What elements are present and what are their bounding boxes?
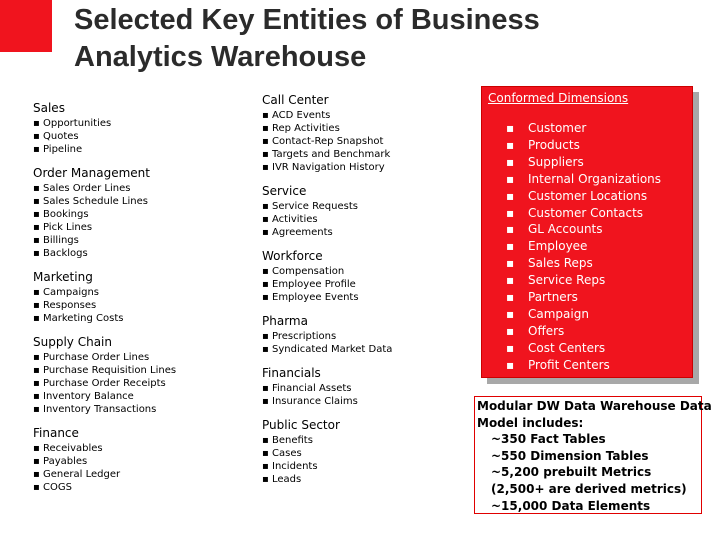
section-marketing — [33, 270, 248, 325]
section-pharma — [262, 314, 467, 356]
section-list — [262, 330, 467, 356]
section-heading: Order Management — [33, 166, 150, 180]
list-item: ▪ Leads — [262, 473, 467, 486]
section-order-management — [33, 166, 248, 260]
list-item: ▪ Rep Activities — [262, 122, 467, 135]
modular-item: ~5,200 prebuilt Metrics — [491, 465, 652, 480]
dimension-item: ▪ Offers — [506, 323, 661, 340]
dimension-item: ▪ Customer Locations — [506, 188, 661, 205]
list-item: ▪ Prescriptions — [262, 330, 467, 343]
section-list — [262, 382, 467, 408]
list-item: ▪ Insurance Claims — [262, 395, 467, 408]
list-item: ▪ Billings — [33, 234, 248, 247]
dimension-item: ▪ Customer — [506, 120, 661, 137]
dimension-item: ▪ Customer Contacts — [506, 205, 661, 222]
list-item: ▪ IVR Navigation History — [262, 161, 467, 174]
modular-item: ~15,000 Data Elements — [491, 498, 651, 513]
dimension-item: ▪ Employee — [506, 238, 661, 255]
list-item: ▪ Agreements — [262, 226, 467, 239]
entity-column-2 — [262, 93, 467, 496]
list-item: ▪ Cases — [262, 447, 467, 460]
page-title — [74, 2, 540, 76]
list-item: ▪ Inventory Transactions — [33, 403, 248, 416]
entity-column-1 — [33, 101, 248, 504]
conformed-dimensions-box — [481, 86, 693, 378]
section-heading: Financials — [262, 366, 321, 380]
dimension-item: ▪ Service Reps — [506, 272, 661, 289]
dimension-item: ▪ Partners — [506, 289, 661, 306]
list-item: ▪ Marketing Costs — [33, 312, 248, 325]
section-finance — [33, 426, 248, 494]
modular-item: ~350 Fact Tables — [491, 432, 606, 447]
section-supply-chain — [33, 335, 248, 416]
list-item: ▪ Purchase Order Lines — [33, 351, 248, 364]
list-item: ▪ Purchase Requisition Lines — [33, 364, 248, 377]
modular-line-1: Modular DW Data Warehouse Data — [477, 399, 712, 413]
section-list — [33, 286, 248, 325]
list-item: ▪ Campaigns — [33, 286, 248, 299]
section-heading: Service — [262, 184, 307, 198]
section-public-sector — [262, 418, 467, 486]
list-item: ▪ Quotes — [33, 130, 248, 143]
section-call-center — [262, 93, 467, 174]
conformed-dimensions-title: Conformed Dimensions — [488, 91, 629, 105]
modular-item: (2,500+ are derived metrics) — [491, 481, 687, 496]
modular-items — [477, 431, 701, 514]
list-item: ▪ Syndicated Market Data — [262, 343, 467, 356]
dimension-item: ▪ Internal Organizations — [506, 171, 661, 188]
dimension-item: ▪ Suppliers — [506, 154, 661, 171]
section-heading: Workforce — [262, 249, 323, 263]
list-item: ▪ Employee Events — [262, 291, 467, 304]
section-heading: Finance — [33, 426, 79, 440]
list-item: ▪ Employee Profile — [262, 278, 467, 291]
list-item: ▪ Purchase Order Receipts — [33, 377, 248, 390]
section-list — [262, 265, 467, 304]
section-list — [262, 200, 467, 239]
list-item: ▪ Service Requests — [262, 200, 467, 213]
list-item: ▪ Payables — [33, 455, 248, 468]
modular-dw-summary-box — [474, 396, 712, 514]
section-list — [33, 442, 248, 494]
dimension-item: ▪ Profit Centers — [506, 357, 661, 374]
section-heading: Public Sector — [262, 418, 340, 432]
section-list — [33, 117, 248, 156]
list-item: ▪ Bookings — [33, 208, 248, 221]
list-item: ▪ Activities — [262, 213, 467, 226]
section-list — [33, 351, 248, 416]
section-list — [262, 434, 467, 486]
section-sales — [33, 101, 248, 156]
modular-item: ~550 Dimension Tables — [491, 448, 649, 463]
section-workforce — [262, 249, 467, 304]
list-item: ▪ Opportunities — [33, 117, 248, 130]
title-line-1: Selected Key Entities of Business — [74, 4, 540, 36]
section-list — [33, 182, 248, 260]
section-list — [262, 109, 467, 174]
list-item: ▪ Incidents — [262, 460, 467, 473]
list-item: ▪ COGS — [33, 481, 248, 494]
dimension-item: ▪ GL Accounts — [506, 221, 661, 238]
list-item: ▪ Benefits — [262, 434, 467, 447]
section-service — [262, 184, 467, 239]
dimension-item: ▪ Cost Centers — [506, 340, 661, 357]
dimension-item: ▪ Campaign — [506, 306, 661, 323]
list-item: ▪ General Ledger — [33, 468, 248, 481]
red-accent-square — [0, 0, 52, 52]
list-item: ▪ Contact-Rep Snapshot — [262, 135, 467, 148]
list-item: ▪ Backlogs — [33, 247, 248, 260]
list-item: ▪ Pick Lines — [33, 221, 248, 234]
list-item: ▪ Inventory Balance — [33, 390, 248, 403]
section-heading: Supply Chain — [33, 335, 112, 349]
list-item: ▪ Receivables — [33, 442, 248, 455]
list-item: ▪ Sales Order Lines — [33, 182, 248, 195]
list-item: ▪ Compensation — [262, 265, 467, 278]
list-item: ▪ Targets and Benchmark — [262, 148, 467, 161]
dimension-item: ▪ Sales Reps — [506, 255, 661, 272]
list-item: ▪ ACD Events — [262, 109, 467, 122]
conformed-dimensions-list — [506, 120, 661, 374]
section-financials — [262, 366, 467, 408]
list-item: ▪ Pipeline — [33, 143, 248, 156]
section-heading: Pharma — [262, 314, 308, 328]
list-item: ▪ Financial Assets — [262, 382, 467, 395]
section-heading: Sales — [33, 101, 65, 115]
title-line-2: Analytics Warehouse — [74, 41, 367, 73]
list-item: ▪ Responses — [33, 299, 248, 312]
modular-line-2: Model includes: — [477, 415, 584, 430]
section-heading: Call Center — [262, 93, 329, 107]
section-heading: Marketing — [33, 270, 93, 284]
dimension-item: ▪ Products — [506, 137, 661, 154]
list-item: ▪ Sales Schedule Lines — [33, 195, 248, 208]
